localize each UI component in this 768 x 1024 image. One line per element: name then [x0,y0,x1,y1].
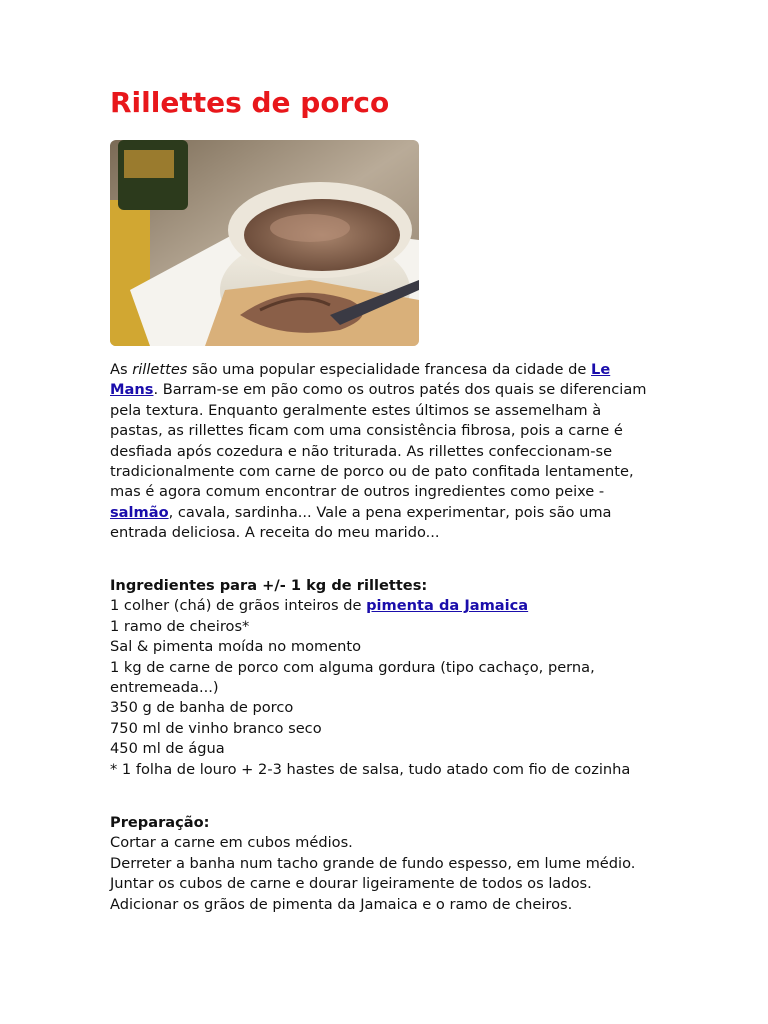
ingredient-item: 1 kg de carne de porco com alguma gordura (tipo cachaço, perna, entremeada...) [110,658,595,697]
pimenta-jamaica-link[interactable]: pimenta da Jamaica [366,597,529,615]
preparation-step: Cortar a carne em cubos médios. [110,834,353,852]
preparation-section [110,813,650,915]
intro-text: . Barram-se em pão como os outros patés dos quais se diferenciam pela textura. Enquanto geralmente estes últimos se assemelham à pastas, as rillettes ficam com uma consistência fibrosa, pois a carne é desfiada após cozedura e não triturada. As rillettes confeccionam-se tradicionalmente com carne de porco ou de pato confitada lentamente, mas é agora comum encontrar de outros ingredientes como peixe - [110,381,647,501]
ingredient-item: 1 ramo de cheiros* [110,617,250,635]
rillettes-photo [110,140,419,346]
salmao-link[interactable]: salmão [110,503,169,521]
intro-text: As [110,361,133,378]
preparation-heading: Preparação: [110,814,210,831]
page-title: Rillettes de porco [110,86,390,119]
ingredients-heading: Ingredientes para +/- 1 kg de rillettes: [110,577,428,594]
ingredient-text: 1 colher (chá) de grãos inteiros de [110,597,367,615]
intro-paragraph [110,360,650,544]
ingredients-section [110,576,650,780]
intro-text: são uma popular especialidade francesa da cidade de [187,361,592,378]
intro-text: , cavala, sardinha... Vale a pena experimentar, pois são uma entrada deliciosa. A receita do meu marido... [110,503,612,542]
ingredient-note: * 1 folha de louro + 2-3 hastes de salsa, tudo atado com fio de cozinha [110,760,631,778]
ingredient-item: 750 ml de vinho branco seco [110,719,322,737]
ingredient-item [110,596,650,616]
rillettes-term: rillettes [132,361,188,378]
ingredient-item: 350 g de banha de porco [110,699,294,717]
ingredient-item: Sal & pimenta moída no momento [110,638,362,656]
preparation-step: Derreter a banha num tacho grande de fundo espesso, em lume médio. Juntar os cubos de carne e dourar ligeiramente de todos os lados. [110,854,636,893]
ingredient-item: 450 ml de água [110,740,225,758]
le-mans-link[interactable]: Le Mans [110,361,611,399]
preparation-step: Adicionar os grãos de pimenta da Jamaica e o ramo de cheiros. [110,895,573,913]
